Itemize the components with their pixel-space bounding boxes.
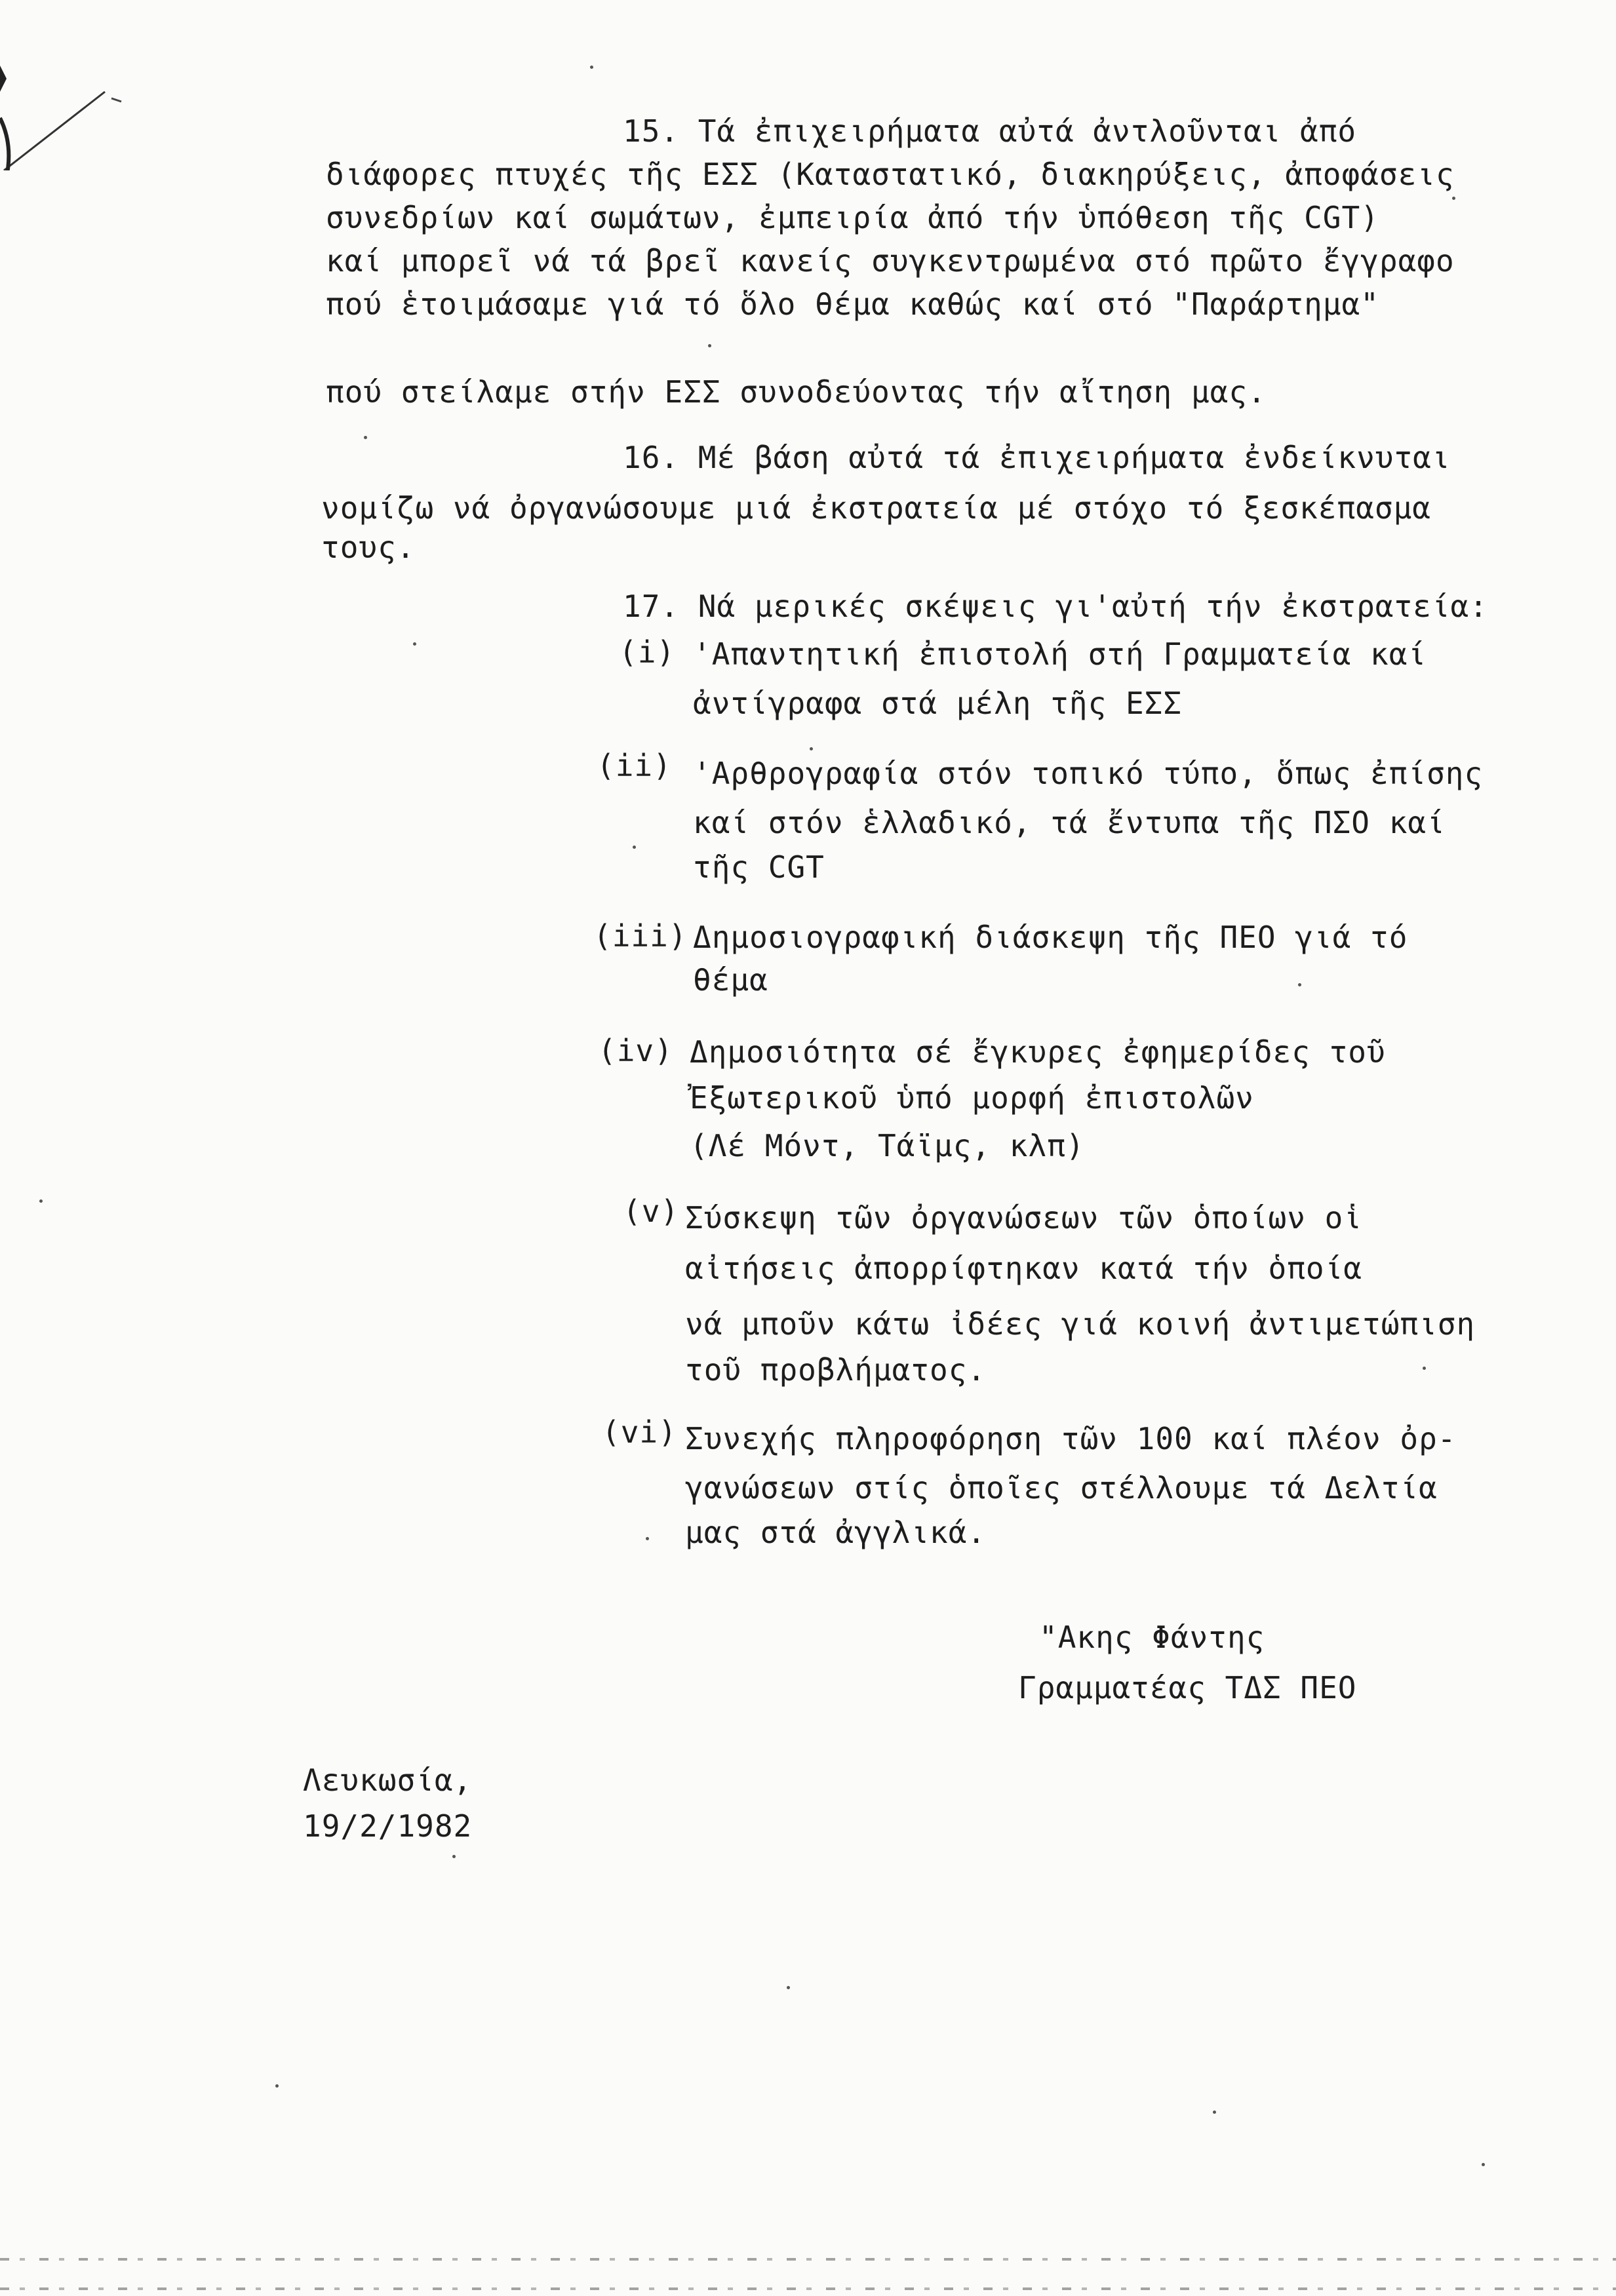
item-v-line-4: τοῦ προβλήματος.: [685, 1352, 987, 1388]
place-text: Λευκωσία,: [303, 1762, 473, 1798]
scan-edge-noise: [0, 2258, 1616, 2261]
item-iv-line-2: Ἐξωτερικοῦ ὑπό μορφή ἐπιστολῶν: [690, 1080, 1254, 1116]
paragraph-15-line-2: διάφορες πτυχές τῆς ΕΣΣ (Καταστατικό, διακηρύξεις, ἀποφάσεις: [326, 157, 1455, 192]
paragraph-17-intro: 17. Νά μερικές σκέψεις γι'αὐτή τήν ἐκστρατεία:: [623, 589, 1488, 624]
paragraph-15-line-1: 15. Τά ἐπιχειρήματα αὐτά ἀντλοῦνται ἀπό: [623, 113, 1357, 149]
scan-speck: [810, 747, 813, 750]
paragraph-16-line-3: τους.: [321, 530, 416, 565]
list-marker-iii: (iii): [593, 918, 688, 954]
paragraph-16-line-2: νομίζω νά ὀργανώσουμε μιά ἐκστρατεία μέ στόχο τό ξεσκέπασμα: [321, 490, 1431, 526]
scan-speck: [1423, 1367, 1426, 1370]
item-v-line-1: Σύσκεψη τῶν ὀργανώσεων τῶν ὁποίων οἱ: [685, 1200, 1362, 1236]
scan-speck: [1452, 197, 1455, 200]
scan-speck: [39, 1199, 43, 1203]
signature-name: "Ακης Φάντης: [1039, 1620, 1265, 1655]
paragraph-16-line-1: 16. Μέ βάση αὐτά τά ἐπιχειρήματα ἐνδείκνυται: [623, 440, 1451, 475]
item-iii-line-2: θέμα: [693, 962, 768, 998]
item-v-line-2: αἰτήσεις ἀπορρίφτηκαν κατά τήν ὁποία: [685, 1251, 1362, 1286]
scan-speck: [364, 436, 367, 439]
item-ii-line-2: καί στόν ἑλλαδικό, τά ἔντυπα τῆς ΠΣΟ καί: [693, 805, 1446, 840]
signature-title: Γραμματέας ΤΔΣ ΠΕΟ: [1018, 1670, 1357, 1705]
list-marker-ii: (ii): [597, 748, 672, 783]
item-vi-line-1: Συνεχής πληροφόρηση τῶν 100 καί πλέον ὀρ-: [685, 1421, 1457, 1456]
item-i-line-1: 'Απαντητική ἐπιστολή στή Γραμματεία καί: [693, 636, 1427, 672]
scan-speck: [1213, 2111, 1216, 2114]
scan-speck: [1298, 983, 1301, 986]
item-iv-line-1: Δημοσιότητα σέ ἔγκυρες ἐφημερίδες τοῦ: [690, 1034, 1386, 1070]
item-vi-line-2: γανώσεων στίς ὁποῖες στέλλουμε τά Δελτία: [685, 1470, 1438, 1506]
item-ii-line-3: τῆς CGT: [693, 849, 825, 885]
scan-speck: [633, 846, 636, 849]
scan-edge-noise: [0, 2287, 1616, 2290]
item-iv-line-3: (Λέ Μόντ, Τάϊμς, κλπ): [690, 1128, 1085, 1163]
date-text: 19/2/1982: [303, 1808, 473, 1844]
scan-speck: [646, 1537, 649, 1540]
item-i-line-2: ἀντίγραφα στά μέλη τῆς ΕΣΣ: [693, 686, 1183, 721]
scan-speck: [452, 1855, 456, 1858]
list-marker-v: (v): [623, 1194, 680, 1229]
scan-artifact-mark: [0, 39, 125, 170]
paragraph-15-line-5: πού ἑτοιμάσαμε γιά τό ὅλο θέμα καθώς καί στό "Παράρτημα": [326, 286, 1379, 322]
paragraph-15-line-6: πού στείλαμε στήν ΕΣΣ συνοδεύοντας τήν αἴτηση μας.: [326, 374, 1267, 410]
scan-speck: [275, 2084, 279, 2088]
paragraph-15-line-3: συνεδρίων καί σωμάτων, ἐμπειρία ἀπό τήν ὑπόθεση τῆς CGT): [326, 200, 1379, 235]
item-ii-line-1: 'Αρθρογραφία στόν τοπικό τύπο, ὅπως ἐπίσης: [693, 756, 1484, 791]
list-marker-vi: (vi): [602, 1414, 677, 1450]
scan-speck: [1482, 2163, 1485, 2166]
item-v-line-3: νά μποῦν κάτω ἰδέες γιά κοινή ἀντιμετώπιση: [685, 1306, 1476, 1342]
scan-speck: [590, 66, 593, 69]
paragraph-15-line-4: καί μπορεῖ νά τά βρεῖ κανείς συγκεντρωμένα στό πρῶτο ἔγγραφο: [326, 243, 1455, 279]
item-iii-line-1: Δημοσιογραφική διάσκεψη τῆς ΠΕΟ γιά τό: [693, 920, 1408, 955]
list-marker-i: (i): [619, 634, 676, 670]
scan-speck: [413, 642, 416, 646]
item-vi-line-3: μας στά ἀγγλικά.: [685, 1515, 987, 1550]
scan-speck: [708, 344, 711, 347]
list-marker-iv: (iv): [598, 1033, 673, 1068]
scan-speck: [787, 1986, 790, 1989]
